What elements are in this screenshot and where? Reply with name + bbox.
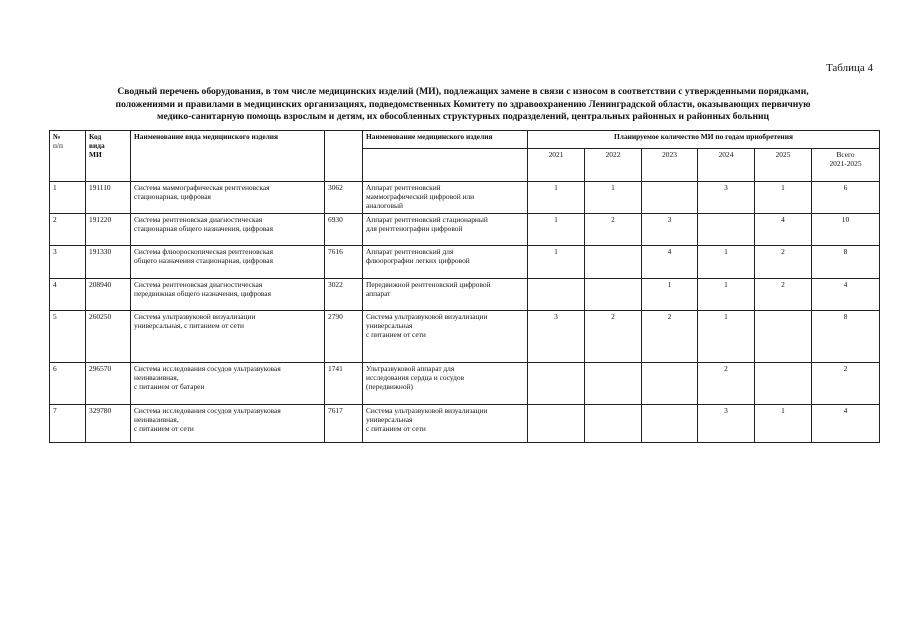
equipment-table (49, 130, 880, 443)
year-quantity: 1 (755, 182, 812, 214)
year-quantity (585, 246, 642, 279)
header-num (50, 131, 86, 182)
year-quantity: 1 (642, 279, 698, 311)
mi-type-name (131, 311, 325, 363)
table-row (50, 311, 880, 363)
year-quantity: 2 (585, 214, 642, 246)
year-quantity: 1 (528, 214, 585, 246)
mi-type-name-line: общего назначения стационарная, цифровая (134, 256, 273, 266)
mi-type-name-line: неинвазивная, (134, 415, 179, 425)
mi-type-code: 191110 (86, 182, 131, 214)
total-quantity: 10 (812, 214, 880, 246)
row-number: 2 (50, 214, 86, 246)
header-year: 2023 (642, 149, 698, 182)
title-line-2: положениями и правилами в медицинских организациях, подведомственных Комитету по здравоохранению Ленинградской области, оказывающих первичную (115, 98, 811, 110)
mi-type-name (131, 363, 325, 405)
device-name-line: исследования сердца и сосудов (366, 373, 465, 383)
device-name (363, 405, 528, 443)
year-quantity (642, 363, 698, 405)
header-device-code (325, 131, 363, 182)
device-name (363, 246, 528, 279)
year-quantity: 1 (528, 246, 585, 279)
device-name-line: Аппарат рентгеновский стационарный (366, 215, 488, 224)
table-row (50, 363, 880, 405)
year-quantity: 1 (698, 246, 755, 279)
year-quantity (585, 279, 642, 311)
device-name-line: флюорографии легких цифровой (366, 256, 470, 266)
header-year: 2025 (755, 149, 812, 182)
header-code (86, 131, 131, 182)
mi-type-name-line: передвижная общего назначения, цифровая (134, 289, 271, 299)
device-name (363, 363, 528, 405)
header-total-line: 2021-2025 (829, 159, 862, 169)
device-code: 6930 (325, 214, 363, 246)
mi-type-code: 260250 (86, 311, 131, 363)
header-row (50, 131, 880, 149)
year-quantity: 4 (755, 214, 812, 246)
row-number: 3 (50, 246, 86, 279)
device-name-line: Аппарат рентгеновский (366, 183, 441, 192)
year-quantity: 1 (755, 405, 812, 443)
mi-type-code: 296570 (86, 363, 131, 405)
year-quantity (528, 363, 585, 405)
row-number: 1 (50, 182, 86, 214)
device-name-line: аппарат (366, 289, 391, 299)
device-code: 1741 (325, 363, 363, 405)
year-quantity (755, 363, 812, 405)
year-quantity (585, 363, 642, 405)
year-quantity: 1 (528, 182, 585, 214)
device-name-line: универсальная (366, 321, 413, 331)
year-quantity (528, 279, 585, 311)
device-name-line: Аппарат рентгеновский для (366, 247, 454, 256)
year-quantity: 1 (698, 279, 755, 311)
total-quantity: 8 (812, 246, 880, 279)
year-quantity: 4 (642, 246, 698, 279)
table-body (50, 182, 880, 443)
title-line-3: медико-санитарную помощь взрослым и детям, их обособленных структурных подразделений, центральных районных и районных больниц (156, 111, 770, 122)
header-year: 2021 (528, 149, 585, 182)
year-quantity: 2 (755, 279, 812, 311)
year-quantity: 3 (528, 311, 585, 363)
table-row (50, 214, 880, 246)
year-quantity: 2 (642, 311, 698, 363)
header-total-line: Всего (836, 150, 855, 159)
mi-type-code: 329780 (86, 405, 131, 443)
header-code-line: МИ (89, 150, 102, 160)
year-quantity: 1 (698, 311, 755, 363)
header-device-name: Наименование медицинского изделия (363, 131, 528, 149)
mi-type-code: 208940 (86, 279, 131, 311)
total-quantity: 4 (812, 405, 880, 443)
year-quantity: 3 (698, 182, 755, 214)
mi-type-name-line: Система рентгеновская диагностическая (134, 280, 263, 289)
header-planned: Планируемое количество МИ по годам приобретения (528, 131, 880, 149)
row-number: 5 (50, 311, 86, 363)
table-row (50, 279, 880, 311)
year-quantity (642, 405, 698, 443)
row-number: 7 (50, 405, 86, 443)
header-num-line: п/п (53, 141, 63, 151)
device-name-line: (передвижной) (366, 382, 413, 392)
year-quantity (585, 405, 642, 443)
table-row (50, 405, 880, 443)
device-code: 7617 (325, 405, 363, 443)
year-quantity (528, 405, 585, 443)
device-code: 7616 (325, 246, 363, 279)
year-quantity (698, 214, 755, 246)
mi-type-name (131, 246, 325, 279)
total-quantity: 2 (812, 363, 880, 405)
year-quantity: 2 (755, 246, 812, 279)
device-name (363, 311, 528, 363)
device-name-line: аналоговый (366, 201, 403, 211)
device-name (363, 279, 528, 311)
row-number: 4 (50, 279, 86, 311)
header-type-name: Наименование вида медицинского изделия (131, 131, 325, 182)
mi-type-name-line: с питанием от батареи (134, 382, 205, 392)
year-quantity: 2 (698, 363, 755, 405)
device-code: 3062 (325, 182, 363, 214)
mi-type-name-line: Система флюороскопическая рентгеновская (134, 247, 273, 256)
device-name-line: Ультразвуковой аппарат для (366, 364, 455, 373)
device-name-line: с питанием от сети (366, 330, 426, 340)
year-quantity: 3 (642, 214, 698, 246)
year-quantity (755, 311, 812, 363)
title-line-1: Сводный перечень оборудования, в том числе медицинских изделий (МИ), подлежащих замене в связи с износом в соответствии с утвержденными порядками, (117, 86, 809, 97)
mi-type-code: 191220 (86, 214, 131, 246)
mi-type-name-line: Система исследования сосудов ультразвуковая (134, 406, 281, 415)
device-name-line: Система ультразвуковой визуализации (366, 406, 488, 415)
device-name (363, 182, 528, 214)
mi-type-name (131, 279, 325, 311)
mi-type-name-line: с питанием от сети (134, 424, 194, 434)
device-name-line: для рентгенографии цифровой (366, 224, 463, 234)
device-name-line: маммографический цифровой или (366, 192, 475, 202)
header-num-line: № (53, 132, 61, 141)
header-year: 2024 (698, 149, 755, 182)
header-device-name-sub (363, 149, 528, 182)
mi-type-name (131, 405, 325, 443)
mi-type-code: 191330 (86, 246, 131, 279)
header-code-line: Код (89, 132, 102, 141)
total-quantity: 4 (812, 279, 880, 311)
mi-type-name-line: Система маммографическая рентгеновская (134, 183, 270, 192)
mi-type-name-line: стационарная, цифровая (134, 192, 211, 202)
year-quantity: 2 (585, 311, 642, 363)
mi-type-name-line: Система рентгеновская диагностическая (134, 215, 263, 224)
total-quantity: 8 (812, 311, 880, 363)
mi-type-name (131, 182, 325, 214)
device-code: 3022 (325, 279, 363, 311)
device-code: 2790 (325, 311, 363, 363)
total-quantity: 6 (812, 182, 880, 214)
header-total (812, 149, 880, 182)
mi-type-name-line: стационарная общего назначения, цифровая (134, 224, 273, 234)
device-name-line: с питанием от сети (366, 424, 426, 434)
year-quantity: 3 (698, 405, 755, 443)
table-row (50, 246, 880, 279)
document-title (48, 86, 878, 124)
year-quantity: 1 (585, 182, 642, 214)
table-row (50, 182, 880, 214)
year-quantity (642, 182, 698, 214)
mi-type-name-line: неинвазивная, (134, 373, 179, 383)
mi-type-name-line: универсальная, с питанием от сети (134, 321, 244, 331)
table-number-label: Таблица 4 (825, 62, 873, 74)
device-name-line: универсальная (366, 415, 413, 425)
row-number: 6 (50, 363, 86, 405)
header-year: 2022 (585, 149, 642, 182)
header-code-line: вида (89, 141, 105, 151)
device-name (363, 214, 528, 246)
mi-type-name (131, 214, 325, 246)
device-name-line: Система ультразвуковой визуализации (366, 312, 488, 321)
device-name-line: Передвижной рентгеновский цифровой (366, 280, 491, 289)
mi-type-name-line: Система исследования сосудов ультразвуковая (134, 364, 281, 373)
mi-type-name-line: Система ультразвуковой визуализации (134, 312, 256, 321)
